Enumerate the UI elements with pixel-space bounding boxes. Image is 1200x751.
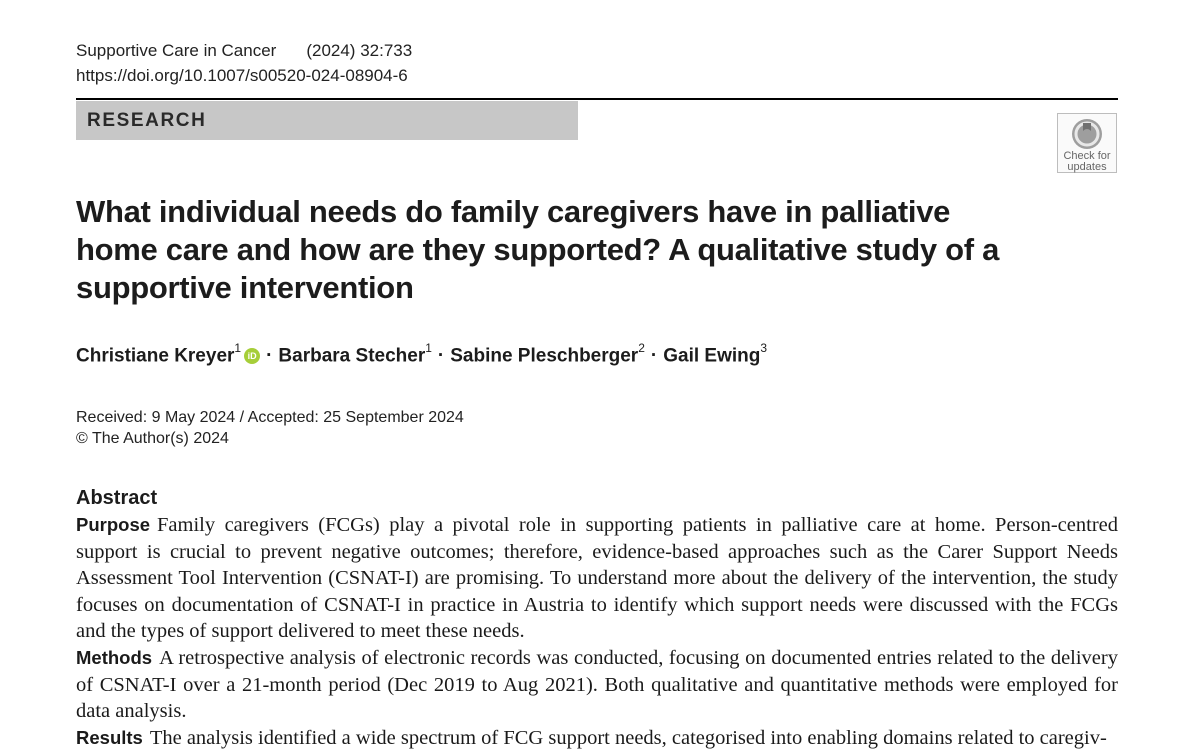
author-name[interactable]: Christiane Kreyer: [76, 345, 235, 367]
journal-citation: [76, 41, 412, 61]
check-updates-icon: [1070, 117, 1104, 151]
methods-text: A retrospective analysis of electronic records was conducted, focusing on documented entries related to the delivery of CSNAT-I over a 21-month period (Dec 2019 to Aug 2021). Both qualitative and quantitative methods were employed for data analysis.: [76, 646, 1118, 723]
results-text: The analysis identified a wide spectrum of FCG support needs, categorised into enabling domains related to caregiv-: [149, 726, 1107, 749]
article-title: What individual needs do family caregivers have in palliative home care and how are they supported? A qualitative study of a supportive intervention: [76, 194, 1000, 305]
author-list: Christiane Kreyer$^1$iD · Barbara Stecher$^1$ · Sabine Pleschberger$^2$ · Gail Ewing$^3$: [76, 341, 768, 367]
journal-volume: (2024) 32:733: [306, 41, 413, 60]
header-rule: [76, 98, 1118, 100]
author-affiliation: 3: [760, 341, 768, 355]
abstract-methods: [76, 645, 1118, 725]
abstract-purpose: [76, 512, 1118, 645]
author-affiliation: 2: [638, 341, 645, 355]
article-category: RESEARCH: [87, 109, 207, 131]
purpose-text: Family caregivers (FCGs) play a pivotal role in supporting patients in palliative care at home. Person-centred support is crucial to prevent negative outcomes; therefore, evidence-based approaches such as the Carer Support Needs Assessment Tool Intervention (CSNAT-I) are promising. To understand more about the delivery of the intervention, the study focuses on documentation of CSNAT-I in practice in Austria to identify which support needs were discussed with the FCGs and the types of support delivered to meet these needs.: [76, 514, 1118, 643]
orcid-icon[interactable]: iD: [244, 348, 260, 364]
article-dates: [76, 407, 464, 449]
methods-label: Methods: [76, 646, 153, 668]
purpose-label: Purpose: [76, 514, 151, 535]
author-name[interactable]: Gail Ewing: [663, 345, 761, 367]
copyright-line: © The Author(s) 2024: [76, 430, 229, 447]
author-affiliation: 1: [234, 341, 242, 355]
check-updates-label-1: Check for: [1063, 150, 1111, 162]
check-updates-label-2: updates: [1067, 161, 1107, 173]
author-affiliation: 1: [425, 341, 432, 355]
author-name[interactable]: Barbara Stecher: [278, 345, 426, 367]
received-accepted-dates: Received: 9 May 2024 / Accepted: 25 September 2024: [76, 409, 464, 426]
results-label: Results: [76, 726, 143, 748]
author-name[interactable]: Sabine Pleschberger: [450, 345, 639, 367]
check-for-updates-badge[interactable]: [1057, 113, 1117, 173]
article-category-bar: [76, 101, 578, 140]
journal-name: Supportive Care in Cancer: [76, 41, 277, 60]
doi-link[interactable]: https://doi.org/10.1007/s00520-024-08904-6: [76, 66, 408, 85]
abstract-body: [76, 512, 1118, 751]
abstract-heading: Abstract: [76, 487, 158, 509]
